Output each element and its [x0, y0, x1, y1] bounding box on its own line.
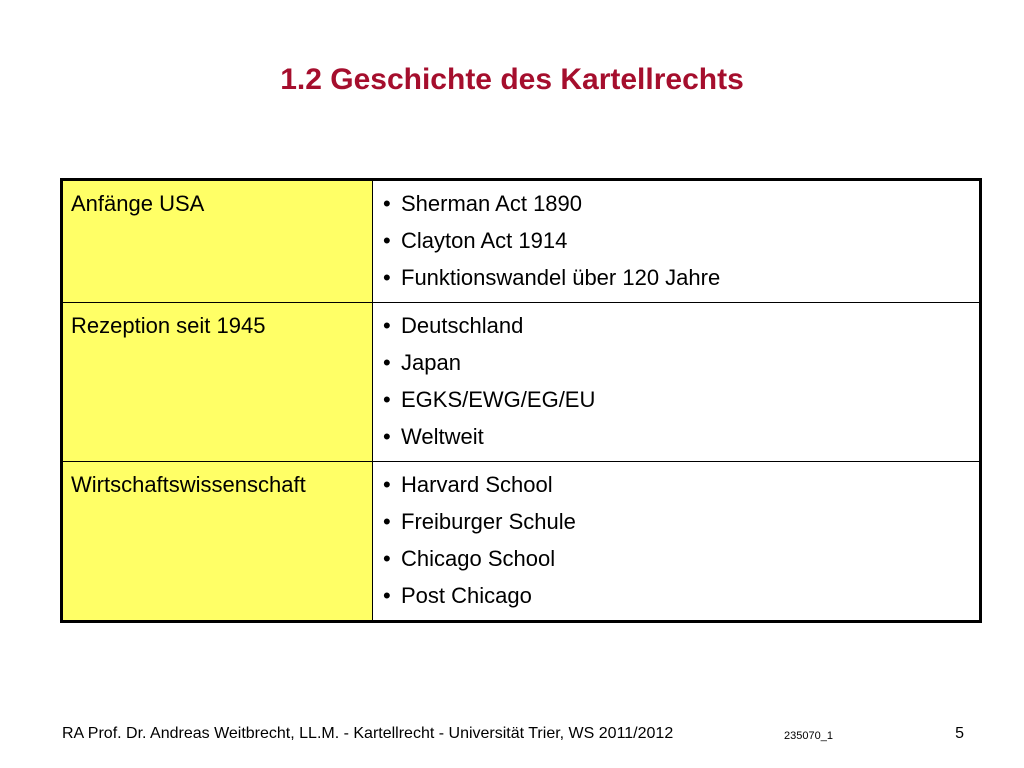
row-label-cell: Anfänge USA [62, 180, 373, 303]
page-number: 5 [955, 725, 964, 742]
list-item: • Sherman Act 1890 [381, 185, 979, 222]
row-label-cell: Rezeption seit 1945 [62, 303, 373, 462]
list-item: • Clayton Act 1914 [381, 222, 979, 259]
list-item: • Harvard School [381, 466, 979, 503]
slide-title: 1.2 Geschichte des Kartellrechts [280, 63, 744, 96]
list-item: • Funktionswandel über 120 Jahre [381, 259, 979, 296]
bullet-list [381, 185, 979, 296]
table-row [62, 303, 981, 462]
list-item: • Japan [381, 344, 979, 381]
table-row [62, 462, 981, 622]
footer-text: RA Prof. Dr. Andreas Weitbrecht, LL.M. - Kartellrecht - Universität Trier, WS 2011/2012 [62, 725, 674, 742]
bullet-list [381, 307, 979, 455]
slide-footer [0, 722, 1024, 746]
table-row [62, 180, 981, 303]
row-label-cell: Wirtschaftswissenschaft [62, 462, 373, 622]
row-items-cell [373, 303, 981, 462]
footer-code: 235070_1 [784, 730, 833, 742]
list-item: • Freiburger Schule [381, 503, 979, 540]
list-item: • Chicago School [381, 540, 979, 577]
bullet-list [381, 466, 979, 614]
list-item: • EGKS/EWG/EG/EU [381, 381, 979, 418]
list-item: • Weltweit [381, 418, 979, 455]
list-item: • Post Chicago [381, 577, 979, 614]
row-items-cell [373, 180, 981, 303]
history-table [60, 178, 982, 623]
list-item: • Deutschland [381, 307, 979, 344]
row-items-cell [373, 462, 981, 622]
